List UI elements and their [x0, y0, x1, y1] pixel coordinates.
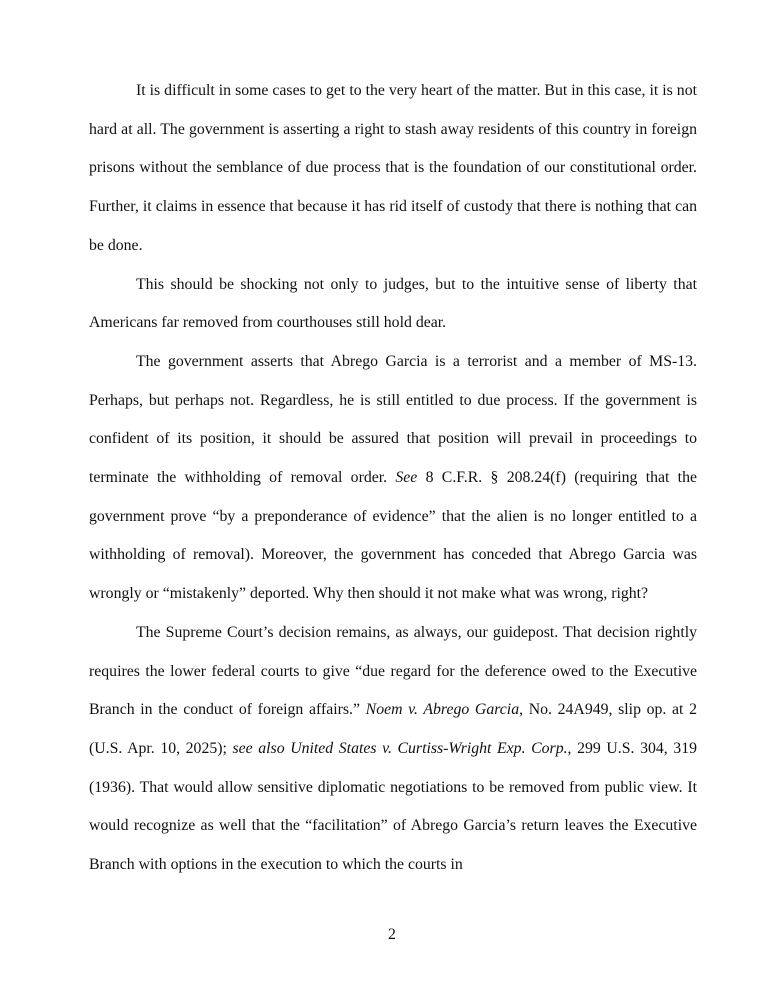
- paragraph-4: [89, 614, 697, 885]
- paragraph-3-text-a: The government asserts that Abrego Garcia is a terrorist and a member of MS-13. Perhaps, but perhaps not. Regardless, he is still entitled to due process. If the government is confident of its position, it should be assured that position will prevail in proceedings to terminate the withholding of removal order.: [89, 352, 697, 487]
- paragraph-4-text-c: , 299 U.S. 304, 319 (1936). That would allow sensitive diplomatic negotiations to be removed from public view. It would recognize as well that the “facilitation” of Abrego Garcia’s return leaves the Executive Branch with options in the execution to which the courts in: [89, 739, 697, 874]
- document-body: [89, 72, 697, 885]
- paragraph-2-text: This should be shocking not only to judges, but to the intuitive sense of liberty that Americans far removed from courthouses still hold dear.: [89, 275, 697, 332]
- paragraph-1: [89, 72, 697, 266]
- paragraph-2: [89, 266, 697, 343]
- paragraph-3: [89, 343, 697, 614]
- case-name-noem: Noem v. Abrego Garcia: [365, 701, 520, 719]
- paragraph-4-text-b: , No. 24A949, slip op. at 2 (U.S. Apr. 10, 2025);: [89, 701, 697, 757]
- paragraph-4-text-a: The Supreme Court’s decision remains, as always, our guidepost. That decision rightly requires the lower federal courts to give “due regard for the deference owed to the Executive Branch in the conduct of foreign affairs.”: [89, 623, 697, 719]
- page-number: 2: [388, 926, 396, 943]
- citation-signal-see: See: [395, 469, 418, 487]
- paragraph-3-text-b: 8 C.F.R. § 208.24(f) (requiring that the government prove “by a preponderance of evidence” that the alien is no longer entitled to a withholding of removal). Moreover, the government has conceded that Abrego Garcia was wrongly or “mistakenly” deported. Why then should it not make what was wrong, right?: [89, 469, 697, 603]
- paragraph-1-text: It is difficult in some cases to get to the very heart of the matter. But in this case, it is not hard at all. The government is asserting a right to stash away residents of this country in foreign prisons without the semblance of due process that is the foundation of our constitutional order. Further, it claims in essence that because it has rid itself of custody that there is nothing that can be done.: [89, 82, 697, 254]
- case-name-curtiss-wright: see also United States v. Curtiss-Wright Exp. Corp.: [232, 739, 568, 757]
